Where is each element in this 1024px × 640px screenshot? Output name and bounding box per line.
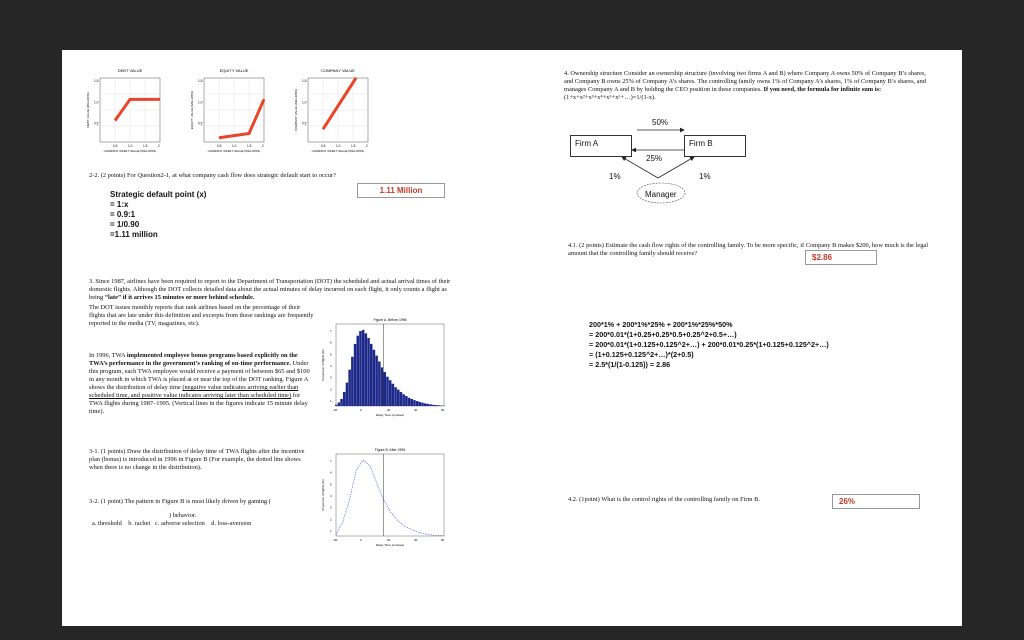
mini-y-tick: 1.5 [94,79,99,83]
mini-x-tick: 0.5 [113,144,118,148]
mini-chart-title: EQUITY VALUE [219,68,249,73]
figure-bar [408,398,411,406]
q32-question [89,498,314,520]
firm-a-box: Firm A [570,135,632,157]
figure-x-tick: -20 [333,408,338,412]
mini-y-tick: 1.5 [198,79,203,83]
q32-question-end: ) behavior. [169,512,197,519]
figure-bar [375,356,378,406]
figure-bar [421,403,424,406]
figure-bar [373,350,376,406]
figure-y-label: Proportion of flights (%) [321,349,325,381]
figure-bar [413,400,416,406]
q3-p2-rest: Under this program, each TWA employee would receive a payment of between $65 and $100 in any month in which TWA is placed at or near the top of the DOT ranking. Figure A shows the distribution of delay time [89,360,310,391]
mini-x-tick: 2 [366,144,368,148]
mini-x-tick: 0.5 [321,144,326,148]
q3-paragraph-2 [89,352,314,416]
figure-y-tick: 7 [330,328,332,333]
q22-work [110,200,158,240]
mini-y-tick: 1.0 [198,100,203,105]
figure-bar [356,336,359,406]
mini-x-tick: 1.0 [128,144,133,148]
figure-y-tick: 6 [330,340,332,345]
figure-bar [402,394,405,406]
q4-formula: (1+x+x²+x³+x⁴+x⁵+x⁶+…)=1/(1-x). [564,94,656,101]
mini-y-tick: 0.5 [94,121,99,126]
figure-y-tick: 1 [330,529,332,534]
figure-title: Figure A. Before 1996 [373,318,407,322]
figure-bar [383,372,386,406]
q22-work-line: = 1/0.90 [110,220,140,229]
q22-work-title: Strategic default point (x) [110,190,207,199]
figure-x-tick: 40 [414,408,418,412]
figure-bar [362,330,365,406]
figure-y-tick: 5 [330,352,332,357]
q32-option-d[interactable]: d. loss-aversion [211,520,252,527]
mini-y-tick: 1.5 [302,79,307,83]
figure-b-chart[interactable] [314,442,454,562]
q41-work-line: 200*1% + 200*1%*25% + 200*1%*25%*50% [589,320,733,329]
figure-x-label: Delay Time (minutes) [375,413,405,417]
mini-x-tick: 1.5 [247,144,252,148]
figure-bar [416,401,419,406]
figure-bar [397,390,400,406]
figure-bar [437,405,440,406]
q41-work-line: = 2.5*(1/(1-0.125)) = 2.86 [589,360,671,369]
mini-x-tick: 2 [158,144,160,148]
document-page [62,50,962,626]
figure-bar [381,367,384,406]
figure-bar [427,404,430,406]
figure-bar [435,405,438,406]
q31-question: 3-1. (1 points) Draw the distribution of delay time of TWA flights after the incentive plan (bonus) is introduced in 1996 in Figure B (For example, the dotted line shows when there is no change in the distribution). [89,448,305,471]
q32-option-a[interactable]: a. threshold [92,520,122,527]
pct-50: 50% [652,118,669,127]
mini-y-tick: 0.5 [198,121,203,126]
q41-answer-box[interactable]: $2.86 [805,250,877,265]
mini-chart-3 [294,68,368,153]
figure-y-tick: 4 [330,364,332,368]
mini-y-tick: 0.5 [302,121,307,126]
figure-bar [392,384,395,406]
figure-y-tick: 5 [330,482,332,487]
figure-bar [394,387,397,406]
mini-y-tick: 1.0 [302,100,307,105]
figure-x-tick: 20 [387,538,391,542]
figure-x-tick: 20 [387,408,391,412]
pct-25: 25% [646,154,663,163]
figure-a-chart [314,312,454,432]
mini-x-label: COMPANY ASSET VALUE (MILLIONS) [207,149,261,153]
mini-x-label: COMPANY ASSET VALUE (MILLIONS) [103,149,157,153]
figure-bar [340,399,343,406]
figure-y-tick: 3 [330,375,332,380]
figure-y-tick: 6 [330,470,332,475]
mini-y-tick: 1.0 [94,100,99,105]
pct-1-a: 1% [609,172,621,181]
arrow-manager-to-b [658,157,694,178]
figure-bar [351,357,354,406]
figure-x-label: Delay Time (minutes) [375,543,405,547]
figure-bar [370,344,373,406]
q22-question: 2-2. (2 points) For Question2-1, at what company cash flow does strategic default start to occur? [89,172,336,179]
q32-option-b[interactable]: b. rachet [128,520,151,527]
figure-bar [424,403,427,406]
mini-x-label: COMPANY ASSET VALUE (MILLIONS) [311,149,365,153]
figure-bar [419,402,422,406]
firm-b-box: Firm B [684,135,746,157]
q3-paragraph-1-rest: The DOT issues monthly reports that rank airlines based on the percentage of their flights that are late under this definition and excerpts from these rankings are frequently reported in the media (TV, magazines, etc). [89,304,314,327]
figure-bar [335,405,338,406]
q41-question: 4.1. (2 points) Estimate the cash flow rights of the controlling family. To be more specific, if Company B makes $200, how much is the legal amount that the controlling family should receive? [568,242,929,257]
figure-y-tick: 4 [330,494,332,498]
q3-p2-start: In 1996, TWA [89,352,126,359]
mini-charts [82,62,402,172]
q41-work-line: = 200*0.01*(1+0.125+0.125^2+…) + 200*0.01*0.25*(1+0.125+0.125^2+…) [589,340,829,349]
q22-answer-box[interactable]: 1.11 Million [357,183,445,198]
q22-work-line: = 1:x [110,200,129,209]
figure-y-tick: 2 [330,517,332,522]
figure-y-tick: 2 [330,387,332,392]
q41-work-line: = (1+0.125+0.125^2+…)*(2+0.5) [589,350,694,359]
figure-bar [386,377,389,406]
mini-chart-1 [86,68,160,153]
q41-work [589,320,949,370]
figure-bar [400,392,403,406]
mini-y-label: COMPANY VALUE (MILLIONS) [294,88,298,132]
mini-x-tick: 2 [262,144,264,148]
figure-bar [346,383,349,406]
figure-bar [405,396,408,406]
figure-x-tick: -20 [333,538,338,542]
figure-bar [378,361,381,406]
figure-bar [410,399,413,406]
q42-answer-box[interactable]: 26% [832,494,920,509]
q41-work-line: = 200*0.01*(1+0.25+0.25*0.5+0.25^2+0.5+…) [589,330,737,339]
manager-label: Manager [645,190,677,199]
q3-p2-end: for TWA flights during 1987–1995. (Vertical lines in the figures indicate 15 minute delay time). [89,392,308,415]
figure-bar [365,333,368,406]
q32-question-text: 3-2. (1 point) The pattern in Figure B is most likely driven by gaming ( [89,498,271,505]
q3-p1-text: 3. Since 1987, airlines have been required to report to the Department of Transportation (DOT) the scheduled and actual arrival times of their domestic flights. Although the DOT collects detailed data about the actual minutes of delay incurred on each flight, it only counts a flight as being [89,278,451,301]
figure-y-label: Proportion of flights (%) [321,479,325,511]
q22-work-line: = 0.9:1 [110,210,136,219]
q32-options [92,520,322,528]
mini-x-tick: 1.0 [336,144,341,148]
q3-p2-bold: implemented employee bonus programs based explicitly on the TWA’s performance in the government’s ranking of on-time performance. [89,352,298,367]
figure-bar [338,402,341,406]
mini-x-tick: 1.5 [143,144,148,148]
figure-bar [367,338,370,406]
figure-title: Figure B. After 1996 [374,448,406,452]
figure-bar [343,392,346,406]
q4-body: 4. Ownership structure Consider an ownership structure (involving two firms A and B) where Company A owns 50% of Company B’s shares, and Company B owns 25% of Company A’s shares. The controlling family owns 1% of Company A’s shares, 1% of Company B’s shares, and manages Company A and B by holding the CEO position in these companies. [564,70,926,93]
figure-x-tick: 60 [441,538,445,542]
figure-bar [429,404,432,406]
mini-chart-title: COMPANY VALUE [321,68,355,73]
figure-x-tick: 0 [360,538,362,542]
q32-option-c[interactable]: c. adverse selection [155,520,205,527]
figure-y-tick: 7 [330,458,332,463]
figure-bar [432,405,435,406]
q42-question: 4.2. (1point) What is the control rights of the controlling family on Firm B. [568,496,760,503]
mini-x-tick: 0.5 [217,144,222,148]
figure-x-tick: 40 [414,538,418,542]
figure-y-tick: 1 [330,399,332,404]
mini-y-label: DEBT VALUE (MILLIONS) [86,92,90,128]
figure-y-tick: 3 [330,505,332,510]
figure-bar [348,370,351,406]
figure-bar [389,380,392,406]
q3-p1-bold: “late” if it arrives 15 minutes or more behind schedule. [104,294,255,301]
figure-bar [354,344,357,406]
mini-y-label: EQUITY VALUE (MILLIONS) [190,90,194,130]
pct-1-b: 1% [699,172,711,181]
q4-text [564,70,934,102]
figure-x-tick: 0 [360,408,362,412]
mini-x-tick: 1.0 [232,144,237,148]
q3-p2-underline: (negative value indicates arriving earlier than scheduled time, and positive value indicates arriving later than scheduled time) [89,384,299,399]
mini-chart-2 [190,68,264,153]
q22-work-line: =1.11 million [110,230,158,239]
figure-frame [336,454,444,536]
q3-paragraph-1 [89,278,453,302]
figure-x-tick: 60 [441,408,445,412]
figure-bar [359,331,362,406]
mini-chart-title: DEBT VALUE [117,68,143,73]
q4-bold: If you need, the formula for infinite sum is: [763,86,882,93]
mini-x-tick: 1.5 [351,144,356,148]
